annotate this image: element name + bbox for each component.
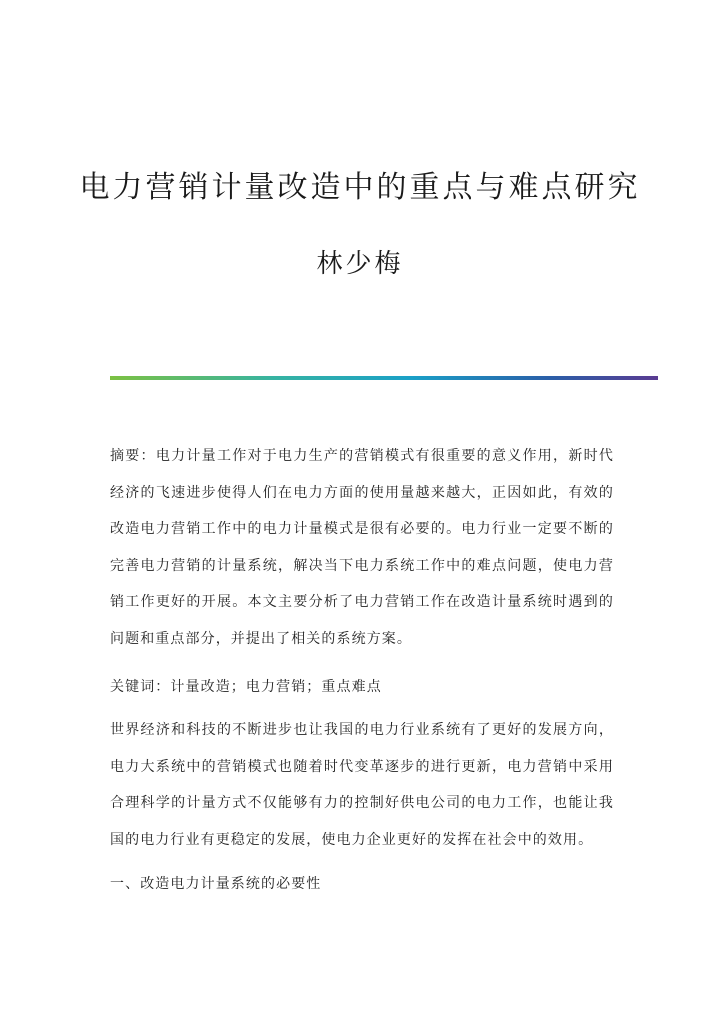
intro-paragraph: 世界经济和科技的不断进步也让我国的电力行业系统有了更好的发展方向，电力大系统中的营销模式也随着时代变革逐步的进行更新，电力营销中采用合理科学的计量方式不仅能够有力的控制好供电公司的电力工作，也能让我国的电力行业有更稳定的发展，使电力企业更好的发挥在社会中的效用。 [110, 722, 614, 848]
document-author: 林少梅 [316, 249, 404, 279]
keywords-line: 关键词：计量改造；电力营销；重点难点 [110, 679, 382, 695]
title-divider [110, 376, 658, 380]
abstract-paragraph: 摘要：电力计量工作对于电力生产的营销模式有很重要的意义作用，新时代经济的飞速进步使得人们在电力方面的使用量越来越大，正因如此，有效的改造电力营销工作中的电力计量模式是很有必要的。电力行业一定要不断的完善电力营销的计量系统，解决当下电力系统工作中的难点问题，使电力营销工作更好的开展。本文主要分析了电力营销工作在改造计量系统时遇到的问题和重点部分，并提出了相关的系统方案。 [110, 448, 614, 647]
section-heading: 一、改造电力计量系统的必要性 [110, 876, 322, 892]
document-title: 电力营销计量改造中的重点与难点研究 [79, 170, 641, 205]
